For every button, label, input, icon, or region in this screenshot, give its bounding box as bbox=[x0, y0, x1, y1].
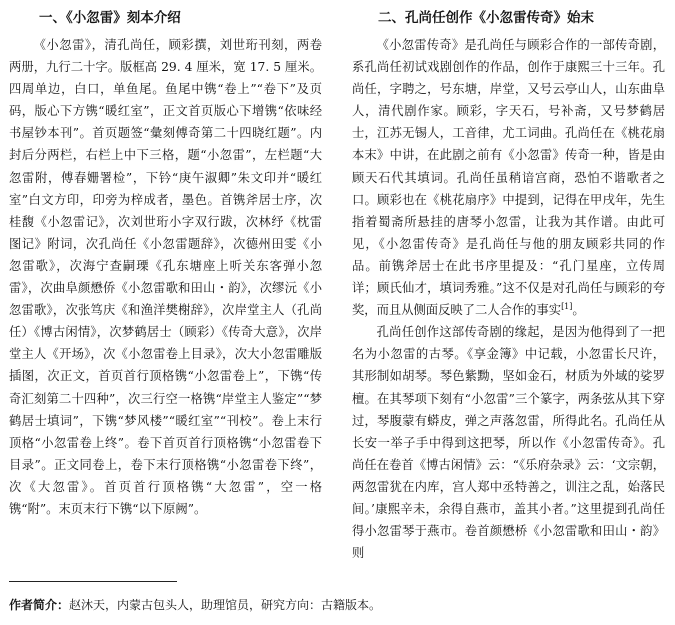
author-note-label: 作者简介： bbox=[9, 598, 70, 612]
footnote-divider bbox=[9, 581, 177, 582]
author-note bbox=[9, 597, 381, 613]
paragraph-1-end: 。 bbox=[572, 303, 585, 318]
left-column bbox=[9, 8, 322, 520]
paragraph-1-text: 《小忽雷传奇》是孔尚任与顾彩合作的一部传奇剧，系孔尚任初试戏剧创作的作品，创作于康熙三十三年。孔尚任，字聘之，号东塘，岸堂，又号云亭山人，山东曲阜人，清代剧作家。顾彩，字天石，号补斋，又号梦鹤居士，江苏无锡人，工音律，尤工词曲。孔尚任在《桃花扇本末》中讲，在此剧之前有《小忽雷》传奇一种，皆是由顾天石代其填词。孔尚任虽稍谙宫商，恐怕不谐歌者之口。顾彩也在《桃花扇序》中提到，记得在甲戌年，先生指着蜀斋所悬挂的唐琴小忽雷，让我为其作谱。由此可见，《小忽雷传奇》是孔尚任与他的朋友顾彩共同的作品。前镌斧居士在此书序里提及：“孔门星座，立传周详；顾氏仙才，填词秀雅。”这不仅是对孔尚任与顾彩的夸奖，而且从侧面反映了二人合作的事实 bbox=[352, 38, 665, 318]
author-note-text: 赵沐天，内蒙古包头人，助理馆员，研究方向：古籍版本。 bbox=[69, 598, 382, 612]
section-2-paragraph-2: 孔尚任创作这部传奇剧的缘起，是因为他得到了一把名为小忽雷的古琴。《享金簿》中记载，小忽雷长尺许，其形制如胡琴。琴色紫黝，坚如金石，材质为外域的娑罗檀。在其琴项下刻有“小忽雷”三个篆字，两条弦从其下穿过，琴腹蒙有蟒皮，弹之声落忽雷，所得此名。孔尚任从长安一举子手中得到这把琴，所以作《小忽雷传奇》。孔尚任在卷首《博古闲情》云：“《乐府杂录》云：‘文宗朝，两忽雷犹在内库，宫人郑中丞特善之，训注之乱，始落民间。’康熙辛未，余得自燕市，盖其小者。”这里提到孔尚任得小忽雷琴于燕市。卷首颜懋桥《小忽雷歌和田山・韵》则 bbox=[352, 325, 665, 561]
section-1-paragraph: 《小忽雷》，清孔尚任，顾彩撰，刘世珩刊刻，两卷两册，九行二十字。版框高 29. 4 厘米，宽 17. 5 厘米。四周单边，白口，单鱼尾。鱼尾中镌“卷上”“卷下”及页码，版心下方镌“暖红室”，正文首页版心下增镌“依味经书屋钞本刊”。首页题签“彙刻傅奇第二十四晓红题”。内封后分两栏，右栏上中下三格，题“小忽雷”，左栏题“大忽雷附，傅春姗署检”，下钤“庚午淑卿”朱文印并“暖红室”白文方印，印旁为梓成者，墨色。首镌斧居士序，次桂馥《小忽雷记》，次刘世珩小字双行跋，次林纾《枕雷图记》附词，次孔尚任《小忽雷题辞》，次德州田雯《小忽雷歌》，次海宁查嗣瑮《孔东塘座上听关东客弹小忽雷》，次曲阜颜懋侨《小忽雷歌和田山・韵》，次缪沅《小忽雷歌》，次张笃庆《和渔洋樊榭辞》，次岸堂主人（孔尚任）《博古闲情》，次梦鹤居士（顾彩）《传奇大意》，次岸堂主人《开场》，次《小忽雷卷上目录》，次大小忽雷雕版插图，次正文，首页首行顶格镌“小忽雷卷上”，下镌“传奇汇刻第二十四种”，次三行空一格镌“岸堂主人鉴定”“梦鹤居士填词”，下镌“梦风楼”“暖红室”“刊校”。卷上末行顶格“小忽雷卷上终”。卷下首页首行顶格镌“小忽雷卷下目录”。正文同卷上，卷下末行顶格镌“小忽雷卷下终”，次《大忽雷》。首页首行顶格镌“大忽雷”，空一格镌“附”。末页末行下镌“以下原阙”。 bbox=[9, 38, 322, 516]
right-column bbox=[352, 8, 665, 564]
section-title-1: 一、《小忽雷》刻本介绍 bbox=[39, 10, 181, 26]
footnote-reference[interactable]: [1] bbox=[561, 302, 573, 312]
section-2-paragraph-1 bbox=[352, 34, 665, 321]
section-title-2: 二、孔尚任创作《小忽雷传奇》始末 bbox=[378, 10, 594, 26]
